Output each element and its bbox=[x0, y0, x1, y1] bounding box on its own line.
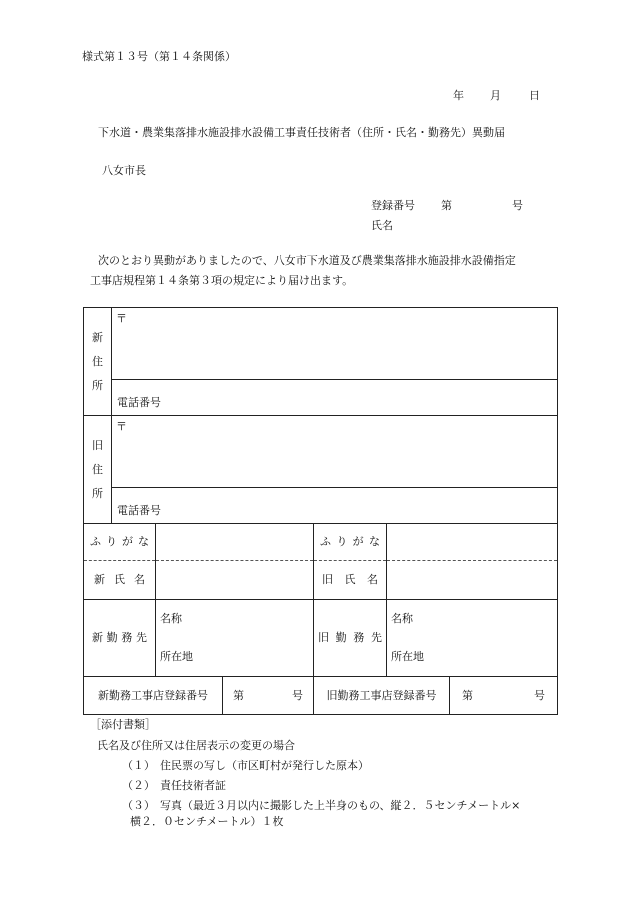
old-postal-field[interactable] bbox=[112, 416, 558, 488]
old-phone-field[interactable] bbox=[112, 488, 558, 524]
workplace-location-label: 所在地 bbox=[160, 650, 193, 663]
new-name-field[interactable] bbox=[156, 524, 314, 600]
new-shop-reg-label: 新勤務工事店登録番号 bbox=[84, 677, 223, 715]
old-workplace-field[interactable] bbox=[387, 600, 558, 677]
attachment-item: （３） 写真（最近３月以内に撮影した上半身のもの、縦２．５センチメートル× bbox=[122, 799, 521, 812]
attachment-item: （２） 責任技術者証 bbox=[122, 779, 226, 792]
old-address-label: 旧 住 所 bbox=[84, 416, 112, 524]
new-workplace-label: 新 勤 務 先 bbox=[84, 600, 156, 677]
new-phone-field[interactable] bbox=[112, 380, 558, 416]
old-shop-reg-field[interactable]: 第 号 bbox=[450, 677, 558, 715]
old-shop-reg-label: 旧勤務工事店登録番号 bbox=[314, 677, 450, 715]
registration-suffix: 号 bbox=[512, 199, 523, 212]
postal-mark: 〒 bbox=[116, 312, 127, 325]
form-number: 様式第１３号（第１４条関係） bbox=[82, 50, 236, 63]
attachment-item-continuation: 横２．０センチメートル）１枚 bbox=[130, 815, 284, 828]
date-day: 日 bbox=[529, 89, 540, 102]
addressee: 八女市長 bbox=[102, 164, 146, 177]
old-name-field[interactable] bbox=[387, 524, 558, 600]
document-title: 下水道・農業集落排水施設排水設備工事責任技術者（住所・氏名・勤務先）異動届 bbox=[98, 126, 505, 139]
old-name-labels: ふ り が な 旧 氏 名 bbox=[314, 524, 387, 600]
date-year: 年 bbox=[453, 89, 464, 102]
new-name-labels: ふ り が な 新 氏 名 bbox=[84, 524, 156, 600]
body-line-2: 工事店規程第１４条第３項の規定により届け出ます。 bbox=[90, 274, 354, 287]
new-shop-reg-field[interactable]: 第 号 bbox=[223, 677, 314, 715]
date-month: 月 bbox=[490, 89, 501, 102]
attachments-subheading: 氏名及び住所又は住居表示の変更の場合 bbox=[97, 739, 295, 752]
workplace-name-label: 名称 bbox=[391, 612, 413, 625]
new-workplace-field[interactable] bbox=[156, 600, 314, 677]
attachments-heading: ［添付書類］ bbox=[90, 718, 156, 731]
registration-row bbox=[371, 199, 523, 212]
date-line bbox=[453, 89, 540, 102]
phone-label: 電話番号 bbox=[117, 395, 161, 409]
phone-label: 電話番号 bbox=[117, 503, 161, 517]
registration-prefix: 第 bbox=[441, 199, 452, 212]
postal-mark: 〒 bbox=[116, 420, 127, 433]
new-postal-field[interactable] bbox=[112, 308, 558, 380]
applicant-name-label: 氏名 bbox=[371, 219, 393, 232]
workplace-name-label: 名称 bbox=[160, 612, 182, 625]
new-address-label: 新 住 所 bbox=[84, 308, 112, 416]
attachment-item: （１） 住民票の写し（市区町村が発行した原本） bbox=[122, 759, 369, 772]
change-form-table bbox=[83, 307, 558, 715]
body-line-1: 次のとおり異動がありましたので、八女市下水道及び農業集落排水施設排水設備指定 bbox=[98, 254, 516, 267]
old-workplace-label: 旧 勤 務 先 bbox=[314, 600, 387, 677]
workplace-location-label: 所在地 bbox=[391, 650, 424, 663]
registration-label: 登録番号 bbox=[371, 199, 415, 212]
